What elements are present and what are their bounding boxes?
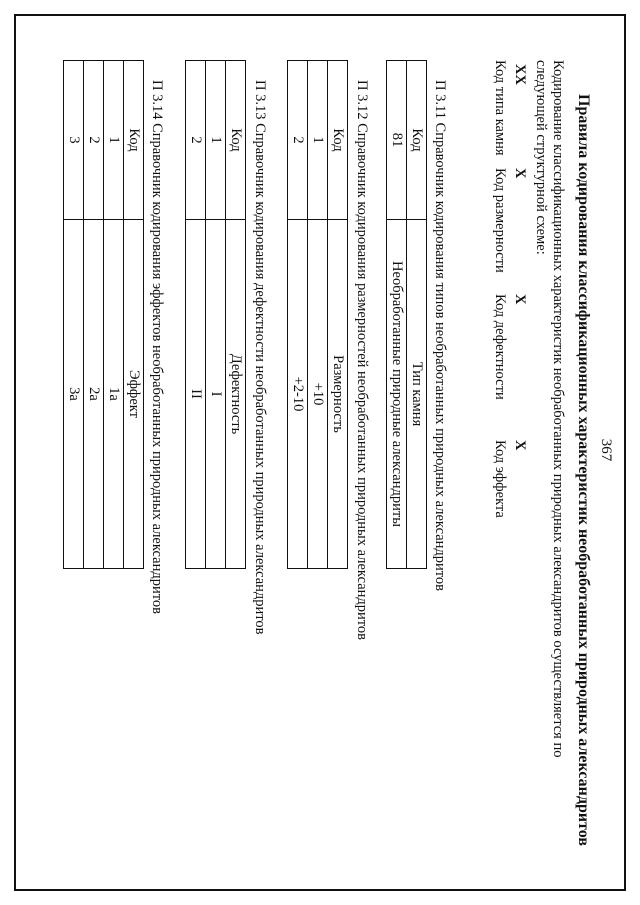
scheme-symbol-size: X	[512, 168, 528, 179]
cell-code: 3	[64, 61, 84, 220]
cell-defect: I	[206, 220, 226, 569]
header-code: Код	[226, 61, 246, 220]
table-row	[288, 61, 308, 569]
table-header-row	[124, 61, 144, 569]
header-size: Размерность	[328, 220, 348, 569]
cell-code: 2	[84, 61, 104, 220]
cell-code: 2	[186, 61, 206, 220]
scheme-label-size: Код размерности	[492, 168, 508, 273]
cell-code: 81	[387, 61, 407, 220]
cell-stone-type: Необработанные природные александриты	[387, 220, 407, 569]
header-defect: Дефектность	[226, 220, 246, 569]
table-stone-type	[386, 60, 427, 569]
cell-effect: 3а	[64, 220, 84, 569]
table-row	[308, 61, 328, 569]
table-effect	[63, 60, 144, 569]
table-caption-effect: П 3.14 Справочник кодирования эффектов необработанных природных александритов	[149, 80, 165, 614]
table-row	[84, 61, 104, 569]
table-caption-stone-type: П 3.11 Справочник кодирования типов необработанных природных александритов	[432, 80, 448, 592]
cell-defect: II	[186, 220, 206, 569]
header-effect: Эффект	[124, 220, 144, 569]
table-size	[287, 60, 348, 569]
scheme-symbol-effect: X	[512, 440, 528, 451]
table-header-row	[226, 61, 246, 569]
header-code: Код	[328, 61, 348, 220]
page-title: Правила кодирования классификационных характеристик необработанных природных александритов	[575, 94, 592, 846]
table-caption-defect: П 3.13 Справочник кодирования дефектности необработанных природных александритов	[252, 80, 268, 635]
table-defect	[185, 60, 246, 569]
scheme-label-effect: Код эффекта	[492, 440, 508, 518]
scheme-label-defect: Код дефектности	[492, 294, 508, 400]
cell-code: 1	[308, 61, 328, 220]
cell-code: 1	[206, 61, 226, 220]
intro-line-2: следующей структурной схеме:	[533, 60, 549, 255]
page-number: 367	[598, 438, 614, 462]
table-row	[206, 61, 226, 569]
table-row	[387, 61, 407, 569]
header-code: Код	[124, 61, 144, 220]
cell-effect: 1а	[104, 220, 124, 569]
scheme-symbol-defect: X	[512, 294, 528, 305]
scheme-symbol-type: XX	[512, 64, 528, 85]
table-header-row	[328, 61, 348, 569]
header-stone-type: Тип камня	[407, 220, 427, 569]
cell-effect: 2а	[84, 220, 104, 569]
table-caption-size: П 3.12 Справочник кодирования размерностей необработанных природных александритов	[354, 80, 370, 641]
cell-size: +10	[308, 220, 328, 569]
intro-line-1: Кодирование классификационных характеристик необработанных природных александритов осуществляется по	[550, 60, 566, 758]
scheme-label-type: Код типа камня	[492, 60, 508, 156]
table-row	[186, 61, 206, 569]
cell-size: +2-10	[288, 220, 308, 569]
table-row	[104, 61, 124, 569]
cell-code: 1	[104, 61, 124, 220]
table-header-row	[407, 61, 427, 569]
table-row	[64, 61, 84, 569]
rotated-document-page	[20, 20, 620, 880]
cell-code: 2	[288, 61, 308, 220]
header-code: Код	[407, 61, 427, 220]
